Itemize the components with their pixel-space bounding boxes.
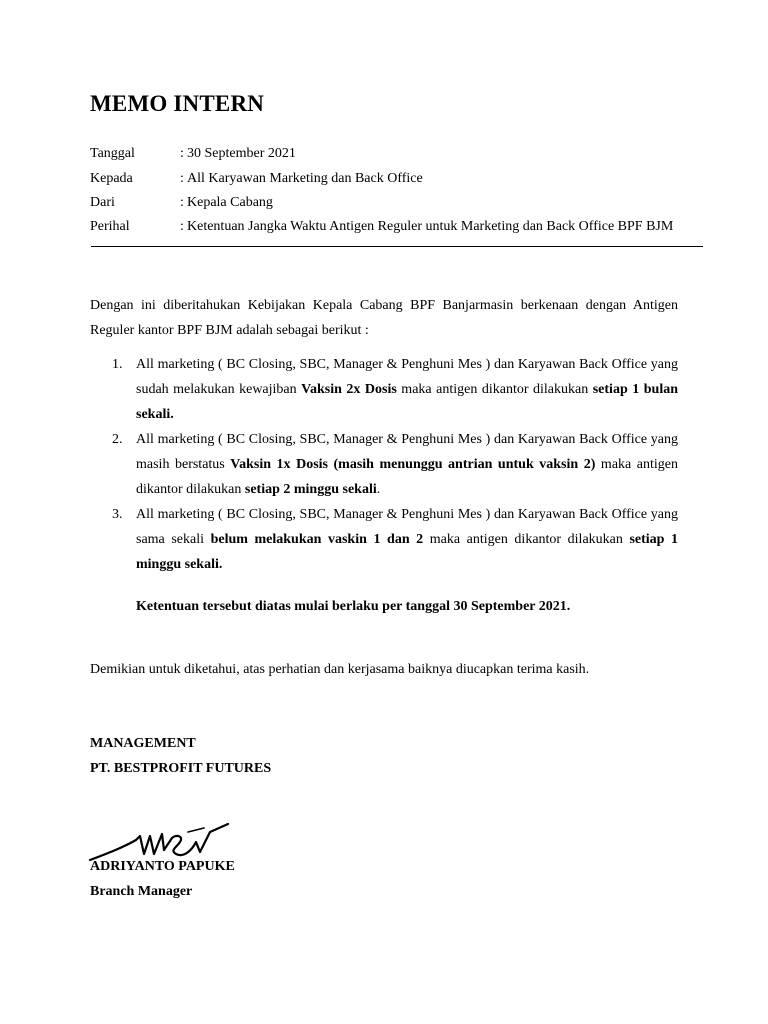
meta-separator: :	[180, 146, 184, 161]
signatory-name: ADRIYANTO PAPUKE	[90, 859, 235, 874]
list-item-text: maka antigen dikantor dilakukan	[396, 382, 593, 397]
list-item-text: maka antigen dikantor dilakukan	[136, 457, 678, 497]
signatory-company: PT. BESTPROFIT FUTURES	[90, 761, 272, 776]
intro-paragraph: Dengan ini diberitahukan Kebijakan Kepala Cabang BPF Banjarmasin berkenaan dengan Antigen Reguler kantor BPF BJM adalah sebagai berikut :	[90, 298, 678, 338]
list-item-emphasis: Vaksin 1x Dosis (masih menunggu antrian untuk vaksin 2)	[230, 457, 596, 472]
list-item-text: All marketing ( BC Closing, SBC, Manager & Penghuni Mes ) dan Karyawan Back Office yang sama sekali	[136, 507, 678, 547]
list-item-number: 2.	[112, 432, 123, 447]
closing-paragraph: Demikian untuk diketahui, atas perhatian dan kerjasama baiknya diucapkan terima kasih.	[90, 662, 590, 677]
signatory-position: Branch Manager	[90, 884, 193, 899]
signatory-department: MANAGEMENT	[90, 736, 196, 751]
memo-title: MEMO INTERN	[90, 91, 265, 116]
header-divider	[91, 246, 703, 247]
meta-value: Kepala Cabang	[187, 195, 273, 210]
meta-label: Kepada	[90, 171, 133, 186]
meta-value: All Karyawan Marketing dan Back Office	[187, 171, 423, 186]
list-item-number: 3.	[112, 507, 123, 522]
effective-date-statement: Ketentuan tersebut diatas mulai berlaku per tanggal 30 September 2021.	[136, 599, 571, 614]
list-item-text: .	[376, 482, 381, 497]
meta-value: Ketentuan Jangka Waktu Antigen Reguler untuk Marketing dan Back Office BPF BJM	[187, 219, 674, 234]
list-item	[90, 352, 678, 427]
meta-label: Tanggal	[90, 146, 135, 161]
list-item-text: All marketing ( BC Closing, SBC, Manager & Penghuni Mes ) dan Karyawan Back Office yang sudah melakukan kewajiban	[136, 357, 678, 397]
list-item-number: 1.	[112, 357, 123, 372]
list-item-emphasis: setiap 2 minggu sekali	[244, 482, 377, 497]
list-item-text: maka antigen dikantor dilakukan	[423, 532, 630, 547]
list-item-text: All marketing ( BC Closing, SBC, Manager & Penghuni Mes ) dan Karyawan Back Office yang masih berstatus	[136, 432, 678, 472]
policy-list	[90, 352, 678, 577]
meta-separator: :	[180, 219, 184, 234]
list-item-emphasis: Vaksin 2x Dosis	[301, 382, 397, 397]
list-item-emphasis: setiap 1 minggu sekali.	[136, 532, 679, 572]
meta-label: Dari	[90, 195, 115, 210]
list-item	[90, 427, 678, 502]
meta-separator: :	[180, 195, 184, 210]
list-item-emphasis: setiap 1 bulan sekali.	[136, 382, 678, 422]
meta-value: 30 September 2021	[187, 146, 296, 161]
meta-label: Perihal	[90, 219, 130, 234]
list-item	[90, 502, 678, 577]
meta-separator: :	[180, 171, 184, 186]
list-item-emphasis: belum melakukan vaskin 1 dan 2	[210, 532, 424, 547]
